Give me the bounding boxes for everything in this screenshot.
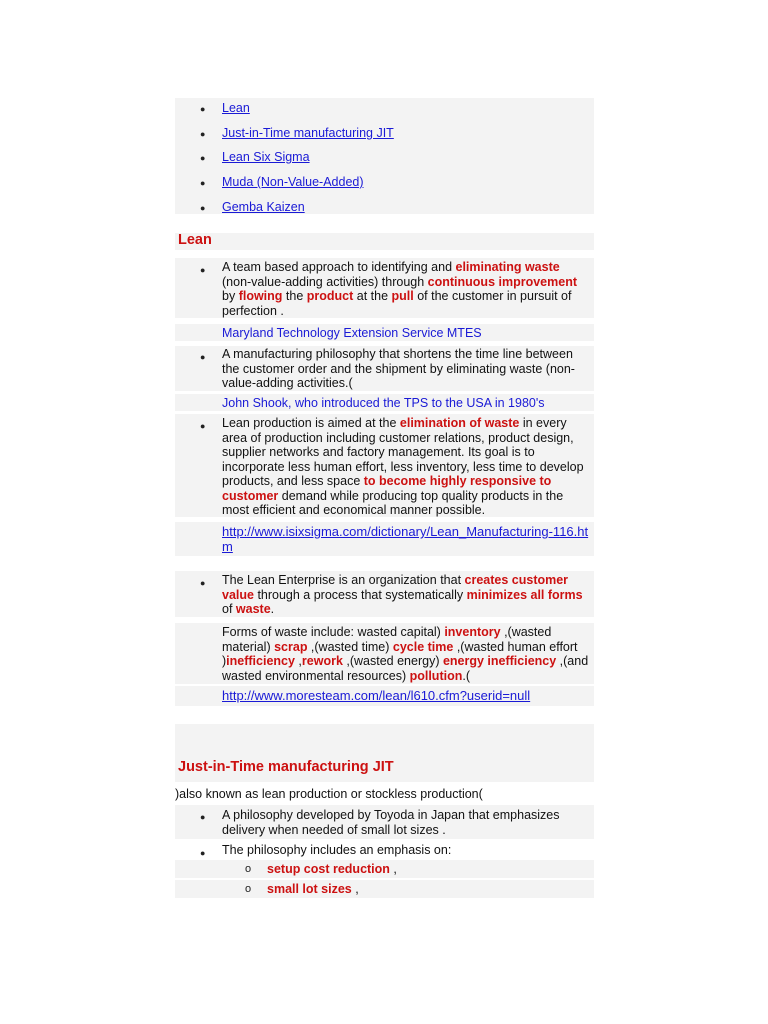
bullet-icon: ● bbox=[200, 812, 206, 822]
waste-forms: Forms of waste include: wasted capital) inventory ,(wasted material) scrap ,(wasted time) cycle time ,(wasted human effort )inefficiency ,rework ,(wasted energy) energy inefficiency ,(and wasted environmental resources) pollution.( bbox=[222, 625, 589, 683]
jit-bullet-2: The philosophy includes an emphasis on: bbox=[222, 843, 452, 857]
lean-bullet-2: A manufacturing philosophy that shortens the time line between the customer order and the shipment by eliminating waste (non-value-adding activities.( bbox=[222, 347, 575, 390]
lean-heading: Lean bbox=[178, 232, 212, 248]
bullet-icon: ● bbox=[200, 848, 206, 858]
toc-item-muda bbox=[175, 172, 594, 192]
toc-link-lean[interactable]: Lean bbox=[222, 101, 250, 115]
toc-link-gemba-kaizen[interactable]: Gemba Kaizen bbox=[222, 200, 305, 214]
bullet-icon: ● bbox=[200, 104, 206, 114]
lean-bullet-3: Lean production is aimed at the elimination of waste in every area of production including customer relations, product design, supplier networks and factory management. Its goal is to incorporate less human effort, less inventory, less time to develop products, and less space to become highly responsive to customer demand while producing top quality products in the most efficient and economical manner possible. bbox=[222, 416, 584, 517]
jit-aka: )also known as lean production or stockless production( bbox=[175, 787, 483, 801]
bullet-icon: ● bbox=[200, 203, 206, 213]
circle-bullet-icon: o bbox=[245, 883, 252, 895]
bullet-icon: ● bbox=[200, 129, 206, 139]
bullet-icon: ● bbox=[200, 265, 206, 275]
lean-source-shook: John Shook, who introduced the TPS to the USA in 1980's bbox=[222, 396, 545, 410]
toc-link-lean-six-sigma[interactable]: Lean Six Sigma bbox=[222, 150, 310, 164]
bullet-icon: ● bbox=[200, 578, 206, 588]
toc-item-jit bbox=[175, 123, 594, 143]
toc-link-muda[interactable]: Muda (Non-Value-Added) bbox=[222, 175, 364, 189]
toc-item-gemba bbox=[175, 197, 594, 217]
circle-bullet-icon: o bbox=[245, 863, 252, 875]
toc-list bbox=[175, 98, 594, 214]
lean-source-mtes: Maryland Technology Extension Service MTES bbox=[222, 326, 482, 340]
lean-heading-bar bbox=[175, 233, 594, 250]
isixsigma-link[interactable]: http://www.isixsigma.com/dictionary/Lean_Manufacturing-116.htm bbox=[222, 524, 589, 554]
toc-item-lean-six-sigma bbox=[175, 147, 594, 167]
jit-sub-2: small lot sizes , bbox=[267, 882, 359, 896]
bullet-icon: ● bbox=[200, 153, 206, 163]
bullet-icon: ● bbox=[200, 178, 206, 188]
moresteam-link[interactable]: http://www.moresteam.com/lean/l610.cfm?userid=null bbox=[222, 688, 531, 703]
jit-heading: Just-in-Time manufacturing JIT bbox=[178, 759, 394, 775]
toc-item-lean bbox=[175, 98, 594, 118]
toc-link-jit[interactable]: Just-in-Time manufacturing JIT bbox=[222, 126, 394, 140]
jit-bullet-1: A philosophy developed by Toyoda in Japan that emphasizes delivery when needed of small lot sizes . bbox=[222, 808, 560, 837]
jit-sub-1: setup cost reduction , bbox=[267, 862, 397, 876]
lean-bullet-4: The Lean Enterprise is an organization that creates customer value through a process that systematically minimizes all forms of waste. bbox=[222, 573, 583, 616]
lean-bullet-1: A team based approach to identifying and eliminating waste (non-value-adding activities) through continuous improvement by flowing the product at the pull of the customer in pursuit of perfection . bbox=[222, 260, 577, 318]
bullet-icon: ● bbox=[200, 352, 206, 362]
bullet-icon: ● bbox=[200, 421, 206, 431]
